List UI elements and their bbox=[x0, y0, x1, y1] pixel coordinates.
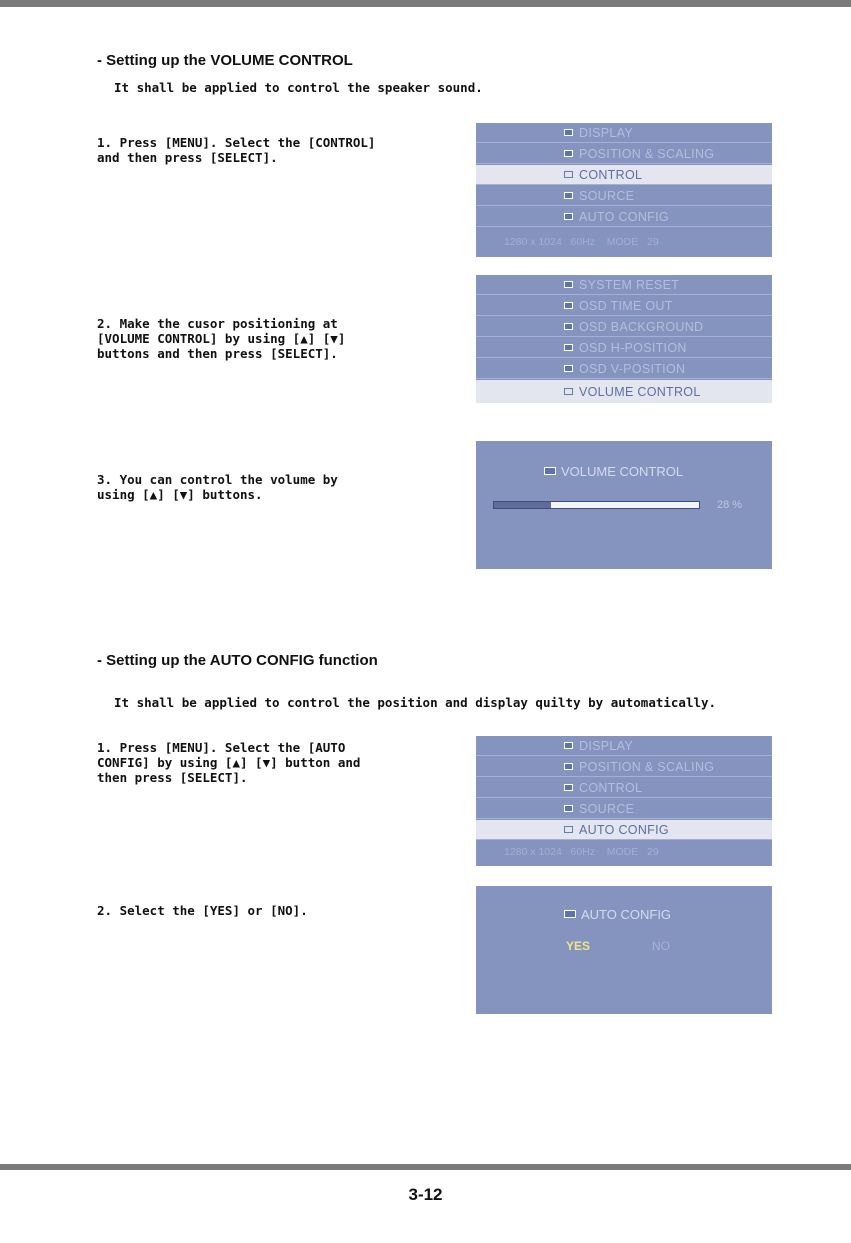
page-number: 3-12 bbox=[408, 1185, 443, 1204]
menu-item-osd-time-out[interactable]: OSD TIME OUT bbox=[476, 296, 772, 316]
volume-icon bbox=[544, 467, 556, 475]
menu-item-auto-config[interactable]: AUTO CONFIG bbox=[476, 820, 772, 840]
volume-step-3: 3. You can control the volume by using [▲] [▼] buttons. bbox=[97, 472, 338, 502]
menu-item-control[interactable]: CONTROL bbox=[476, 778, 772, 798]
position-icon bbox=[564, 150, 573, 157]
bottom-rule bbox=[0, 1164, 851, 1170]
volume-slider[interactable] bbox=[493, 501, 700, 509]
auto-step-2: 2. Select the [YES] or [NO]. bbox=[97, 903, 308, 918]
auto-dialog-title: AUTO CONFIG bbox=[564, 907, 671, 922]
auto-heading: - Setting up the AUTO CONFIG function bbox=[97, 652, 378, 669]
menu-item-osd-v-position[interactable]: OSD V-POSITION bbox=[476, 359, 772, 379]
osd-control-submenu bbox=[476, 275, 772, 403]
osd-volume-dialog bbox=[476, 441, 772, 569]
osd-main-menu-control bbox=[476, 123, 772, 257]
volume-heading: - Setting up the VOLUME CONTROL bbox=[97, 52, 353, 69]
menu-item-position-scaling[interactable]: POSITION & SCALING bbox=[476, 757, 772, 777]
v-position-icon bbox=[564, 365, 573, 372]
top-rule bbox=[0, 0, 851, 7]
menu-item-osd-h-position[interactable]: OSD H-POSITION bbox=[476, 338, 772, 358]
osd-main-menu-auto bbox=[476, 736, 772, 866]
no-option[interactable]: NO bbox=[652, 939, 670, 953]
menu-item-control[interactable]: CONTROL bbox=[476, 165, 772, 185]
menu-item-display[interactable]: DISPLAY bbox=[476, 736, 772, 756]
volume-value: 28 % bbox=[717, 499, 743, 511]
menu-item-auto-config[interactable]: AUTO CONFIG bbox=[476, 207, 772, 227]
menu-item-volume-control[interactable]: VOLUME CONTROL bbox=[476, 380, 772, 403]
menu-item-position-scaling[interactable]: POSITION & SCALING bbox=[476, 144, 772, 164]
source-icon bbox=[564, 805, 573, 812]
auto-step-1: 1. Press [MENU]. Select the [AUTO CONFIG] by using [▲] [▼] button and then press [SELECT]. bbox=[97, 740, 361, 785]
background-icon bbox=[564, 323, 573, 330]
volume-intro: It shall be applied to control the speaker sound. bbox=[114, 80, 483, 95]
source-icon bbox=[564, 192, 573, 199]
control-icon bbox=[564, 784, 573, 791]
menu-item-source[interactable]: SOURCE bbox=[476, 186, 772, 206]
auto-config-icon bbox=[564, 826, 573, 833]
auto-intro: It shall be applied to control the position and display quilty by automatically. bbox=[114, 695, 717, 710]
auto-config-icon bbox=[564, 213, 573, 220]
volume-dialog-title: VOLUME CONTROL bbox=[544, 464, 683, 479]
volume-slider-fill bbox=[494, 502, 551, 508]
volume-step-1: 1. Press [MENU]. Select the [CONTROL] and then press [SELECT]. bbox=[97, 135, 376, 165]
menu-item-source[interactable]: SOURCE bbox=[476, 799, 772, 819]
volume-icon bbox=[564, 388, 573, 395]
menu-status-footer: 1280 x 1024 60Hz MODE 29 bbox=[504, 846, 659, 858]
display-icon bbox=[564, 129, 573, 136]
reset-icon bbox=[564, 281, 573, 288]
clock-icon bbox=[564, 302, 573, 309]
menu-item-osd-background[interactable]: OSD BACKGROUND bbox=[476, 317, 772, 337]
menu-item-system-reset[interactable]: SYSTEM RESET bbox=[476, 275, 772, 295]
volume-step-2: 2. Make the cusor positioning at [VOLUME CONTROL] by using [▲] [▼] buttons and then press [SELECT]. bbox=[97, 316, 346, 361]
yes-option[interactable]: YES bbox=[566, 939, 591, 953]
osd-auto-config-dialog bbox=[476, 886, 772, 1014]
control-icon bbox=[564, 171, 573, 178]
menu-item-display[interactable]: DISPLAY bbox=[476, 123, 772, 143]
menu-status-footer: 1280 x 1024 60Hz MODE 29 bbox=[504, 236, 659, 248]
display-icon bbox=[564, 742, 573, 749]
h-position-icon bbox=[564, 344, 573, 351]
auto-config-icon bbox=[564, 910, 576, 918]
position-icon bbox=[564, 763, 573, 770]
